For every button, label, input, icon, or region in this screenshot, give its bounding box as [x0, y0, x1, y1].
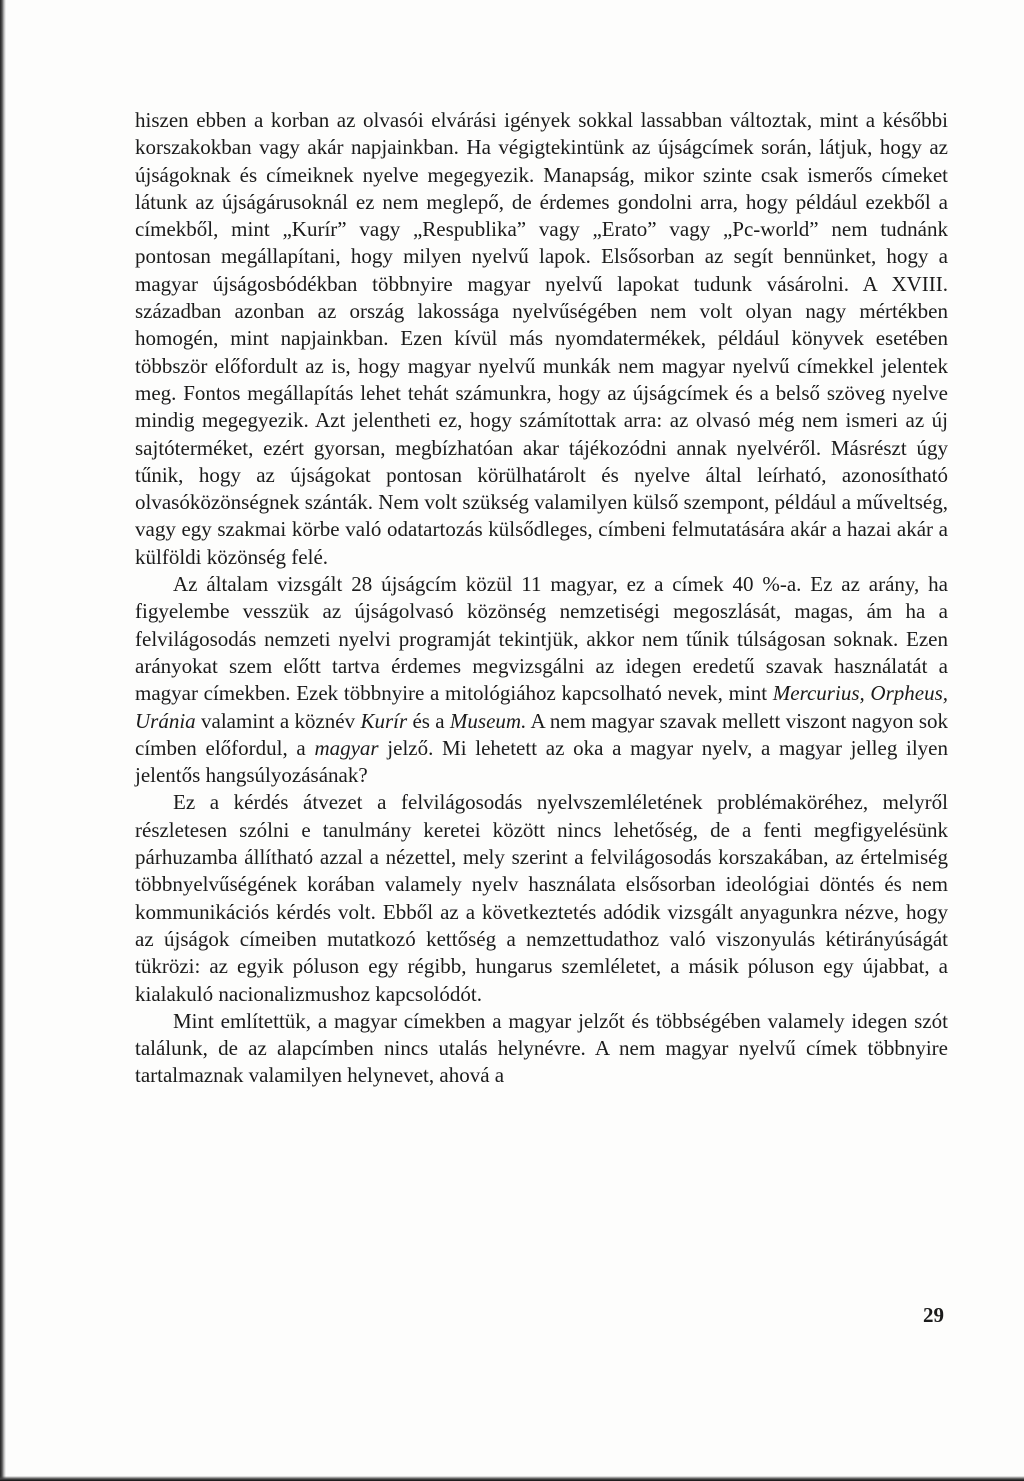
scan-shadow-left	[0, 0, 6, 1481]
paragraph-2-text: jelző. Mi lehetett az oka a magyar nyelv, a magyar jelleg ilyen jelentős hangsúlyozásának?	[135, 735, 948, 788]
italic-mythological-names: Mercurius, Orpheus, Uránia	[135, 681, 949, 733]
italic-kurir: Kurír	[360, 708, 408, 733]
scan-shadow-bottom	[0, 1476, 1024, 1481]
paragraph-1	[135, 107, 948, 571]
paragraph-2-text: és a	[407, 708, 450, 733]
paragraph-2	[135, 571, 948, 789]
body-text	[135, 107, 948, 1090]
italic-museum: Museum.	[449, 708, 527, 733]
italic-magyar: magyar	[314, 735, 379, 760]
paragraph-2-text: valamint a köznév	[195, 708, 361, 733]
paragraph-4	[135, 1008, 948, 1090]
paragraph-4-text: Mint említettük, a magyar címekben a magyar jelzőt és többségében valamely idegen szót találunk, de az alapcímben nincs utalás helynévre. A nem magyar nyelvű címek többnyire tartalmaznak valamilyen helynevet, ahová a	[135, 1008, 948, 1088]
paragraph-2-text: A nem magyar szavak mellett viszont nagyon sok címben előfordul, a	[135, 708, 948, 760]
paragraph-3-text: Ez a kérdés átvezet a felvilágosodás nyelvszemléletének problémaköréhez, melyről részletesen szólni e tanulmány keretei között nincs lehetőség, de a fenti megfigyelésünk párhuzamba állítható azzal a nézettel, mely szerint a felvilágosodás korszakában, az értelmiség többnyelvűségének korában valamely nyelv használata elsősorban ideológiai döntés és nem kommunikációs kérdés volt. Ebből az a következtetés adódik vizsgált anyagunkra nézve, hogy az újságok címeiben mutatkozó kettőség a nemzettudathoz való viszonyulás kétirányúságát tükrözi: az egyik póluson egy régibb, hungarus szemléletet, a másik póluson egy újabbat, a kialakuló nacionalizmushoz kapcsolódót.	[135, 790, 948, 1006]
paragraph-1-text: hiszen ebben a korban az olvasói elvárási igények sokkal lassabban változtak, mint a későbbi korszakokban vagy akár napjainkban. Ha végigtekintünk az újságcímek során, látjuk, hogy az újságoknak és címeiknek nyelve megegyezik. Manapság, mikor szinte csak ismerős címeket látunk az újságárusoknál ez nem meglepő, de érdemes gondolni arra, hogy például ezekből a címekből, mint „Kurír” vagy „Respublika” vagy „Erato” vagy „Pc-world” nem tudnánk pontosan megállapítani, hogy milyen nyelvű lapok. Elsősorban az segít bennünket, hogy a magyar újságosbódékban többnyire magyar nyelvű lapokat tudunk vásárolni. A XVIII. században azonban az ország lakossága nyelvűségében nem volt olyan nagy mértékben homogén, mint napjainkban. Ezen kívül más nyomdatermékek, például könyvek esetében többször előfordult az is, hogy magyar nyelvű munkák nem magyar nyelvű címekkel jelentek meg. Fontos megállapítás lehet tehát számunkra, hogy az újságcímek és a belső szöveg nyelve mindig megegyezik. Azt jelentheti ez, hogy számítottak arra: az olvasó még nem ismeri az új sajtóterméket, ezért gyorsan, megbízhatóan akar tájékozódni annak nyelvéről. Másrészt úgy tűnik, hogy az újságokat pontosan körülhatárolt és nyelve által leírható, azonosítható olvasóközönségnek szánták. Nem volt szükség valamilyen külső szempont, például a műveltség, vagy egy szakmai körbe való odatartozás külsődleges, címbeni felmutatására akár a hazai akár a külföldi közönség felé.	[135, 108, 948, 569]
paragraph-3	[135, 789, 948, 1007]
paragraph-2-text: Az általam vizsgált 28 újságcím közül 11 magyar, ez a címek 40 %-a. Ez az arány, ha figyelembe vesszük az újságolvasó közönség nemzetiségi megoszlását, magas, ám ha a felvilágosodás nemzeti nyelvi programját tekintjük, akkor nem tűnik túlságosan soknak. Ezen arányokat szem előtt tartva érdemes megvizsgálni az idegen eredetű szavak használatát a magyar címekben. Ezek többnyire a mitológiához kapcsolható nevek, mint	[135, 572, 948, 706]
page-number: 29	[923, 1303, 944, 1327]
